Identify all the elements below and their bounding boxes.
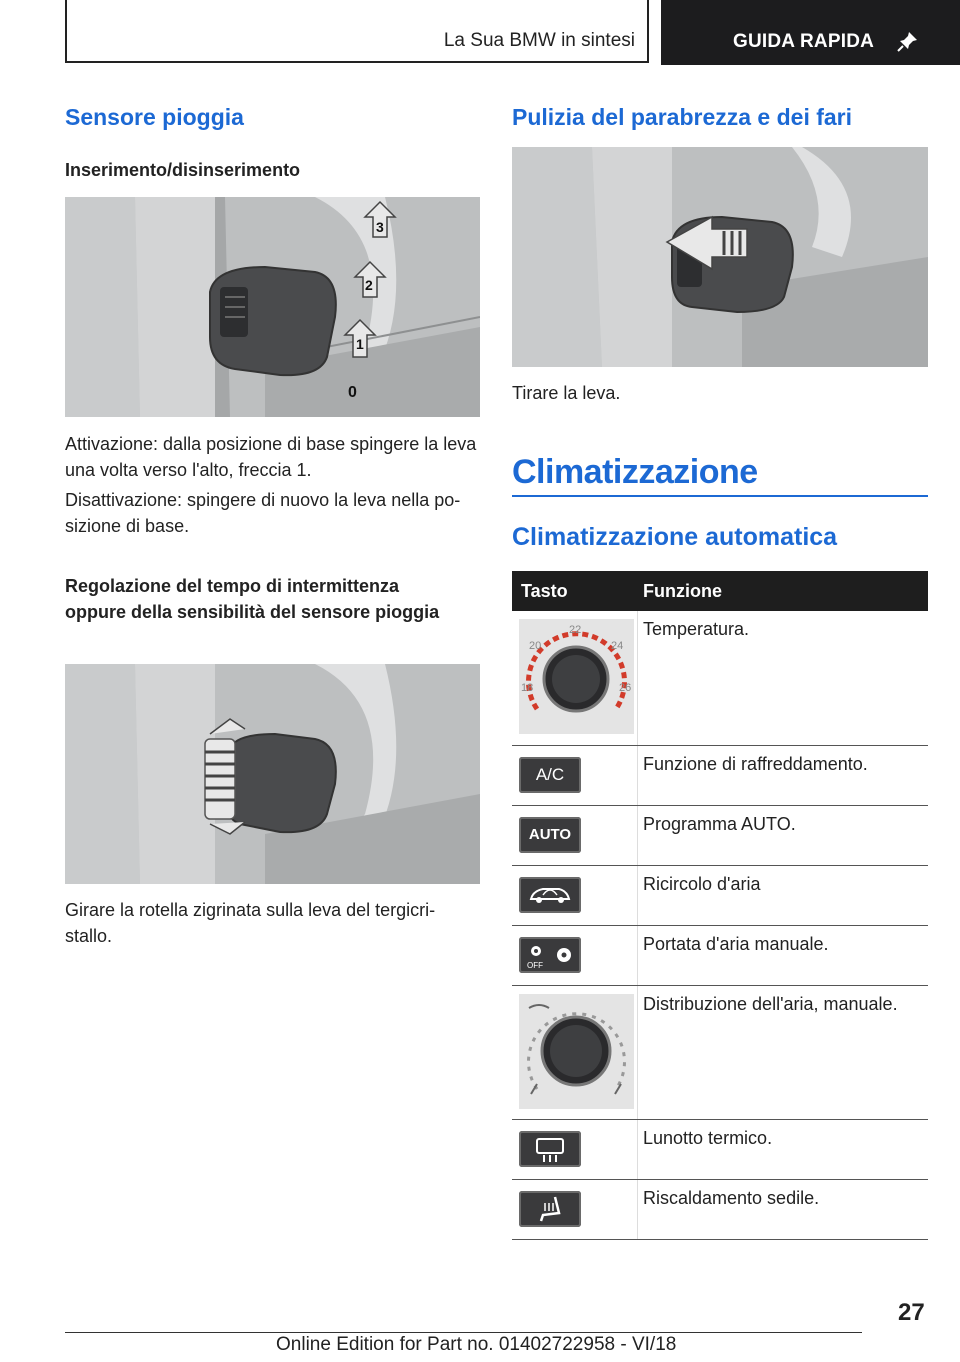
arrow-label-1: 1 (356, 336, 364, 352)
wheel-text: Girare la rotella zigrinata sulla leva del tergicri- stallo. (65, 900, 436, 946)
svg-text:24: 24 (611, 640, 624, 652)
auto-climate-heading: Climatizzazione automatica (512, 523, 838, 551)
header-section-box (65, 0, 649, 63)
footer-rule (65, 1332, 862, 1333)
heading-rule (512, 495, 928, 497)
table-row (512, 986, 928, 1120)
fan-button-icon (519, 937, 581, 973)
climate-main-heading: Climatizzazione (512, 453, 758, 491)
pin-icon (897, 30, 919, 52)
edition-text: Online Edition for Part no. 01402722958 - VI/18 (276, 1334, 677, 1355)
svg-text:20: 20 (529, 640, 542, 652)
washer-lever-photo (512, 147, 928, 367)
auto-button-icon: AUTO (519, 817, 581, 853)
deactivation-text: Disattivazione: spingere di nuovo la leva nella po- sizione di base. (65, 490, 461, 536)
header-section-title: La Sua BMW in sintesi (443, 30, 635, 51)
interval-subtitle: Regolazione del tempo di intermittenza oppure della sensibilità del sensore pioggia (65, 576, 440, 622)
temperature-knob-icon (519, 619, 634, 734)
wiper-knurled-wheel-photo (65, 664, 480, 884)
arrow-label-0: 0 (348, 384, 357, 401)
svg-text:22: 22 (569, 624, 582, 636)
recirculation-button-icon (519, 877, 581, 913)
svg-text:18: 18 (521, 682, 534, 694)
cooling-text: Funzione di raffreddamento. (643, 754, 868, 774)
table-row (512, 746, 928, 806)
arrow-label-3: 3 (376, 219, 384, 235)
col-key-header: Tasto (521, 581, 568, 601)
auto-program-text: Programma AUTO. (643, 814, 796, 834)
table-row (512, 1180, 928, 1240)
col-function-header: Funzione (643, 581, 722, 601)
table-row (512, 611, 928, 746)
activation-text: Attivazione: dalla posizione di base spingere la leva una volta verso l'alto, freccia 1. (65, 434, 477, 480)
washer-title: Pulizia del parabrezza e dei fari (512, 104, 853, 130)
rear-defrost-text: Lunotto termico. (643, 1128, 773, 1148)
page-number: 27 (898, 1299, 925, 1326)
air-distribution-text: Distribuzione dell'aria, manuale. (643, 994, 898, 1014)
activation-subtitle: Inserimento/disinserimento (65, 160, 301, 180)
seat-heating-button-icon (519, 1191, 581, 1227)
rear-defrost-button-icon (519, 1131, 581, 1167)
temperature-text: Temperatura. (643, 619, 750, 639)
arrow-label-2: 2 (365, 277, 373, 293)
table-row (512, 926, 928, 986)
ac-button-icon: A/C (519, 757, 581, 793)
fan-off-label: OFF (527, 961, 543, 970)
rain-sensor-title: Sensore pioggia (65, 104, 244, 130)
svg-text:26: 26 (619, 682, 632, 694)
header-chapter-tab[interactable] (661, 0, 960, 65)
table-row (512, 1120, 928, 1180)
header-chapter-title: GUIDA RAPIDA (733, 31, 875, 52)
table-row (512, 806, 928, 866)
manual-airflow-text: Portata d'aria manuale. (643, 934, 829, 954)
air-distribution-knob-icon (519, 994, 634, 1109)
table-header (512, 571, 928, 611)
recirculation-text: Ricircolo d'aria (643, 874, 761, 894)
rain-sensor-lever-photo (65, 197, 480, 417)
pull-lever-caption: Tirare la leva. (512, 383, 621, 403)
seat-heating-text: Riscaldamento sedile. (643, 1188, 820, 1208)
table-row (512, 866, 928, 926)
